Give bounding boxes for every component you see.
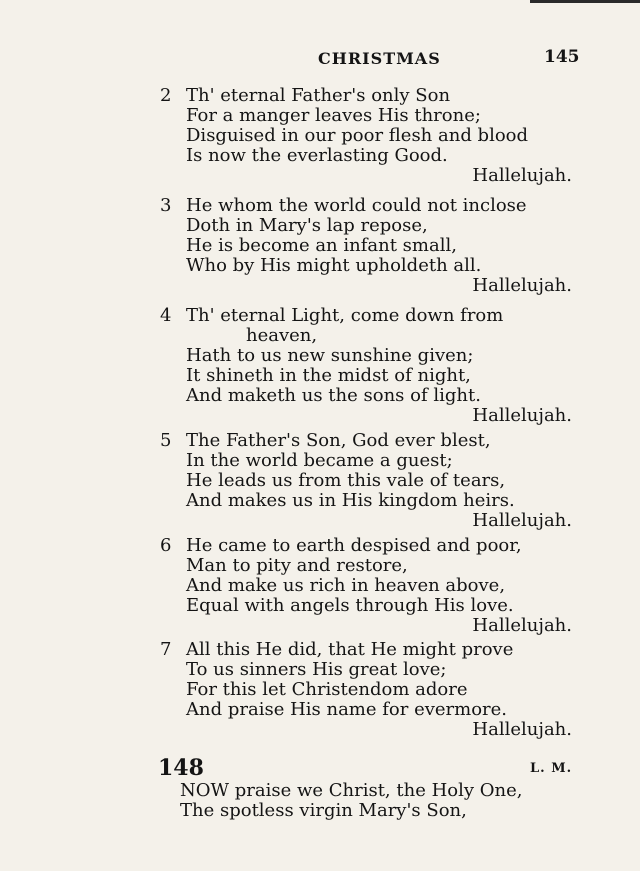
verse-2	[160, 86, 580, 186]
verse-line: He leads us from this vale of tears,	[186, 470, 506, 491]
verse-line: He is become an infant small,	[186, 235, 457, 256]
verse-line-text: The Father's Son, God ever blest,	[186, 430, 491, 451]
verse-number: 7	[160, 639, 172, 660]
verse-line: For this let Christendom adore	[186, 679, 468, 700]
verse-line: And praise His name for evermore.	[186, 699, 508, 720]
refrain: Hallelujah.	[472, 405, 572, 426]
verse-line: And maketh us the sons of light.	[186, 385, 481, 406]
verse-number: 2	[160, 85, 172, 106]
verse-line: Hath to us new sunshine given;	[186, 345, 474, 366]
refrain: Hallelujah.	[472, 719, 572, 740]
refrain: Hallelujah.	[472, 510, 572, 531]
verse-number: 3	[160, 195, 172, 216]
verse-7	[160, 640, 580, 740]
hymn-148-first-verse	[160, 781, 580, 821]
verse-line	[160, 536, 580, 556]
verse-3	[160, 196, 580, 296]
verse-line-text: He whom the world could not inclose	[186, 195, 527, 216]
refrain: Hallelujah.	[472, 615, 572, 636]
verse-line: NOW praise we Christ, the Holy One,	[180, 780, 523, 801]
verse-line: To us sinners His great love;	[186, 659, 447, 680]
verse-line	[160, 431, 580, 451]
verse-5	[160, 431, 580, 531]
hymn-meter: L. M.	[530, 761, 573, 776]
verse-line	[160, 306, 580, 326]
verse-line	[160, 196, 580, 216]
verse-line	[160, 86, 580, 106]
verse-number: 4	[160, 305, 172, 326]
verse-line: It shineth in the midst of night,	[186, 365, 471, 386]
verse-4	[160, 306, 580, 426]
hymn-number: 148	[158, 755, 204, 781]
running-title: CHRISTMAS	[318, 49, 441, 68]
verse-line: Man to pity and restore,	[186, 555, 408, 576]
refrain: Hallelujah.	[472, 165, 572, 186]
verse-line: Disguised in our poor flesh and blood	[186, 125, 529, 146]
verse-6	[160, 536, 580, 636]
page-edge-rule	[530, 0, 640, 3]
verse-line: Equal with angels through His love.	[186, 595, 514, 616]
verse-line-text: All this He did, that He might prove	[186, 639, 514, 660]
verse-number: 5	[160, 430, 172, 451]
verse-number: 6	[160, 535, 172, 556]
verse-line: heaven,	[246, 325, 318, 346]
verse-line: In the world became a guest;	[186, 450, 453, 471]
page-number: 145	[544, 47, 580, 67]
verse-line-text: Th' eternal Father's only Son	[186, 85, 451, 106]
verse-line-text: He came to earth despised and poor,	[186, 535, 522, 556]
refrain: Hallelujah.	[472, 275, 572, 296]
verse-line: Who by His might upholdeth all.	[186, 255, 482, 276]
verse-line: The spotless virgin Mary's Son,	[180, 800, 467, 821]
verse-line: And make us rich in heaven above,	[186, 575, 506, 596]
verse-line-text: Th' eternal Light, come down from	[186, 305, 504, 326]
verse-line: And makes us in His kingdom heirs.	[186, 490, 515, 511]
verse-line: Doth in Mary's lap repose,	[186, 215, 428, 236]
verse-line: Is now the everlasting Good.	[186, 145, 448, 166]
verse-line: For a manger leaves His throne;	[186, 105, 481, 126]
verse-line	[160, 640, 580, 660]
